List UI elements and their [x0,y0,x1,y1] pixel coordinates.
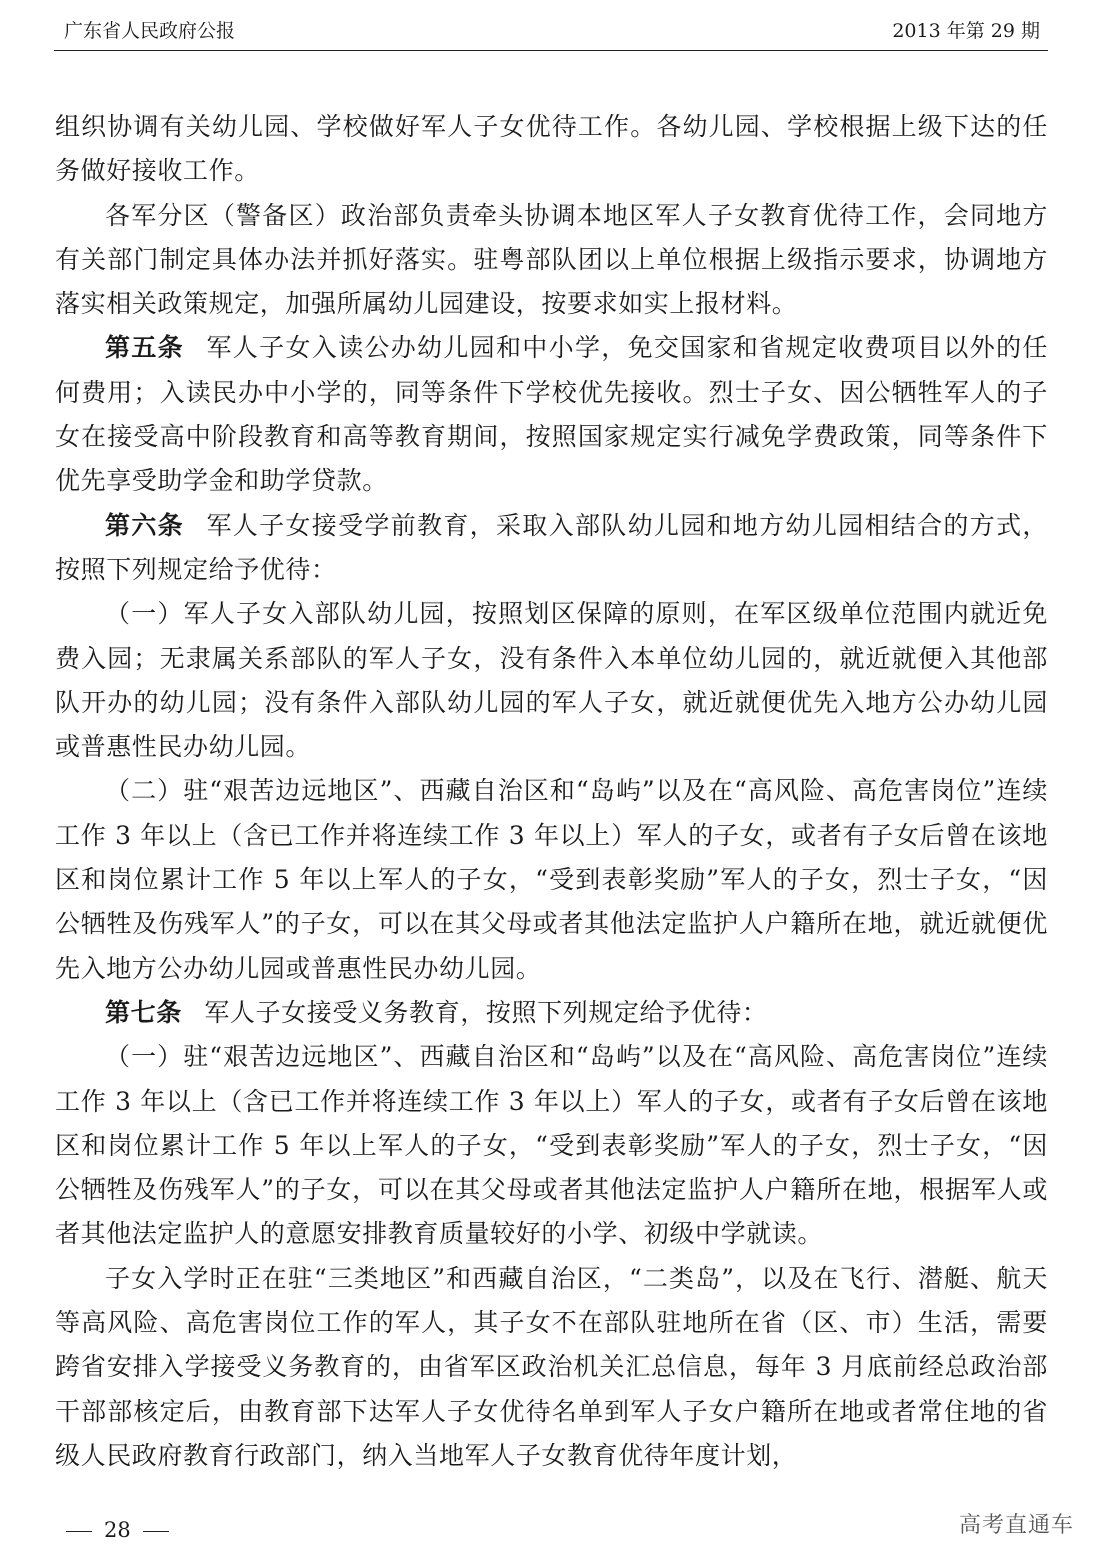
article-7-paragraph-2: 子女入学时正在驻“三类地区”和西藏自治区，“二类岛”，以及在飞行、潜艇、航天等高风险、高危害岗位工作的军人，其子女不在部队驻地所在省（区、市）生活，需要跨省安排入学接受义务教育的，由省军区政治机关汇总信息，每年 3 月底前经总政治部干部部核定后，由教育部下达军人子女优待名单到军人子女户籍所在地或者常住地的省级人民政府教育行政部门，纳入当地军人子女教育优待年度计划， [55,1263,1048,1470]
watermark-text: 高考直通车 [958,1513,1074,1538]
paragraph-continuation: 组织协调有关幼儿园、学校做好军人子女优待工作。各幼儿园、学校根据上级下达的任务做好接收工作。 [55,112,1048,186]
paragraph-military-subdistrict: 各军分区（警备区）政治部负责牵头协调本地区军人子女教育优待工作，会同地方有关部门制定具体办法并抓好落实。驻粤部队团以上单位根据上级指示要求，协调地方落实相关政策规定，加强所属幼儿园建设，按要求如实上报材料。 [55,200,1048,319]
article-5 [55,326,1048,503]
article-6-text: 军人子女接受学前教育，采取入部队幼儿园和地方幼儿园相结合的方式，按照下列规定给予优待： [55,510,1048,584]
article-6-heading: 第六条 [105,510,184,540]
article-7 [55,991,1048,1035]
issue-number: 2013 年第 29 期 [892,20,1040,42]
article-7-heading: 第七条 [105,997,182,1027]
article-6 [55,504,1048,593]
page-number-footer [66,1515,181,1545]
page-number: 28 [104,1518,131,1542]
article-7-text: 军人子女接受义务教育，按照下列规定给予优待： [204,997,768,1027]
article-5-text: 军人子女入读公办幼儿园和中小学，免交国家和省规定收费项目以外的任何费用；入读民办中小学的，同等条件下学校优先接收。烈士子女、因公牺牲军人的子女在接受高中阶段教育和高等教育期间，按照国家规定实行减免学费政策，同等条件下优先享受助学金和助学贷款。 [55,333,1048,496]
article-6-item-2: （二）驻“艰苦边远地区”、西藏自治区和“岛屿”以及在“高风险、高危害岗位”连续工作 3 年以上（含已工作并将连续工作 3 年以上）军人的子女，或者有子女后曾在该地区和岗位累计工作 5 年以上军人的子女，“受到表彰奖励”军人的子女，烈士子女，“因公牺牲及伤残军人”的子女，可以在其父母或者其他法定监护人户籍所在地，就近就便优先入地方公办幼儿园或普惠性民办幼儿园。 [55,776,1048,983]
page-dash-left [66,1531,92,1532]
article-6-item-1: （一）军人子女入部队幼儿园，按照划区保障的原则，在军区级单位范围内就近免费入园；无隶属关系部队的军人子女，没有条件入本单位幼儿园的，就近就便入其他部队开办的幼儿园；没有条件入部队幼儿园的军人子女，就近就便优先入地方公办幼儿园或普惠性民办幼儿园。 [55,599,1048,762]
running-header [54,16,1048,51]
article-5-heading: 第五条 [105,333,184,363]
publication-title: 广东省人民政府公报 [64,20,236,42]
article-7-item-1: （一）驻“艰苦边远地区”、西藏自治区和“岛屿”以及在“高风险、高危害岗位”连续工作 3 年以上（含已工作并将连续工作 3 年以上）军人的子女，或者有子女后曾在该地区和岗位累计工作 5 年以上军人的子女，“受到表彰奖励”军人的子女，烈士子女，“因公牺牲及伤残军人”的子女，可以在其父母或者其他法定监护人户籍所在地，根据军人或者其他法定监护人的意愿安排教育质量较好的小学、初级中学就读。 [55,1042,1048,1249]
page-dash-right [143,1531,169,1532]
document-body [55,105,1048,1478]
